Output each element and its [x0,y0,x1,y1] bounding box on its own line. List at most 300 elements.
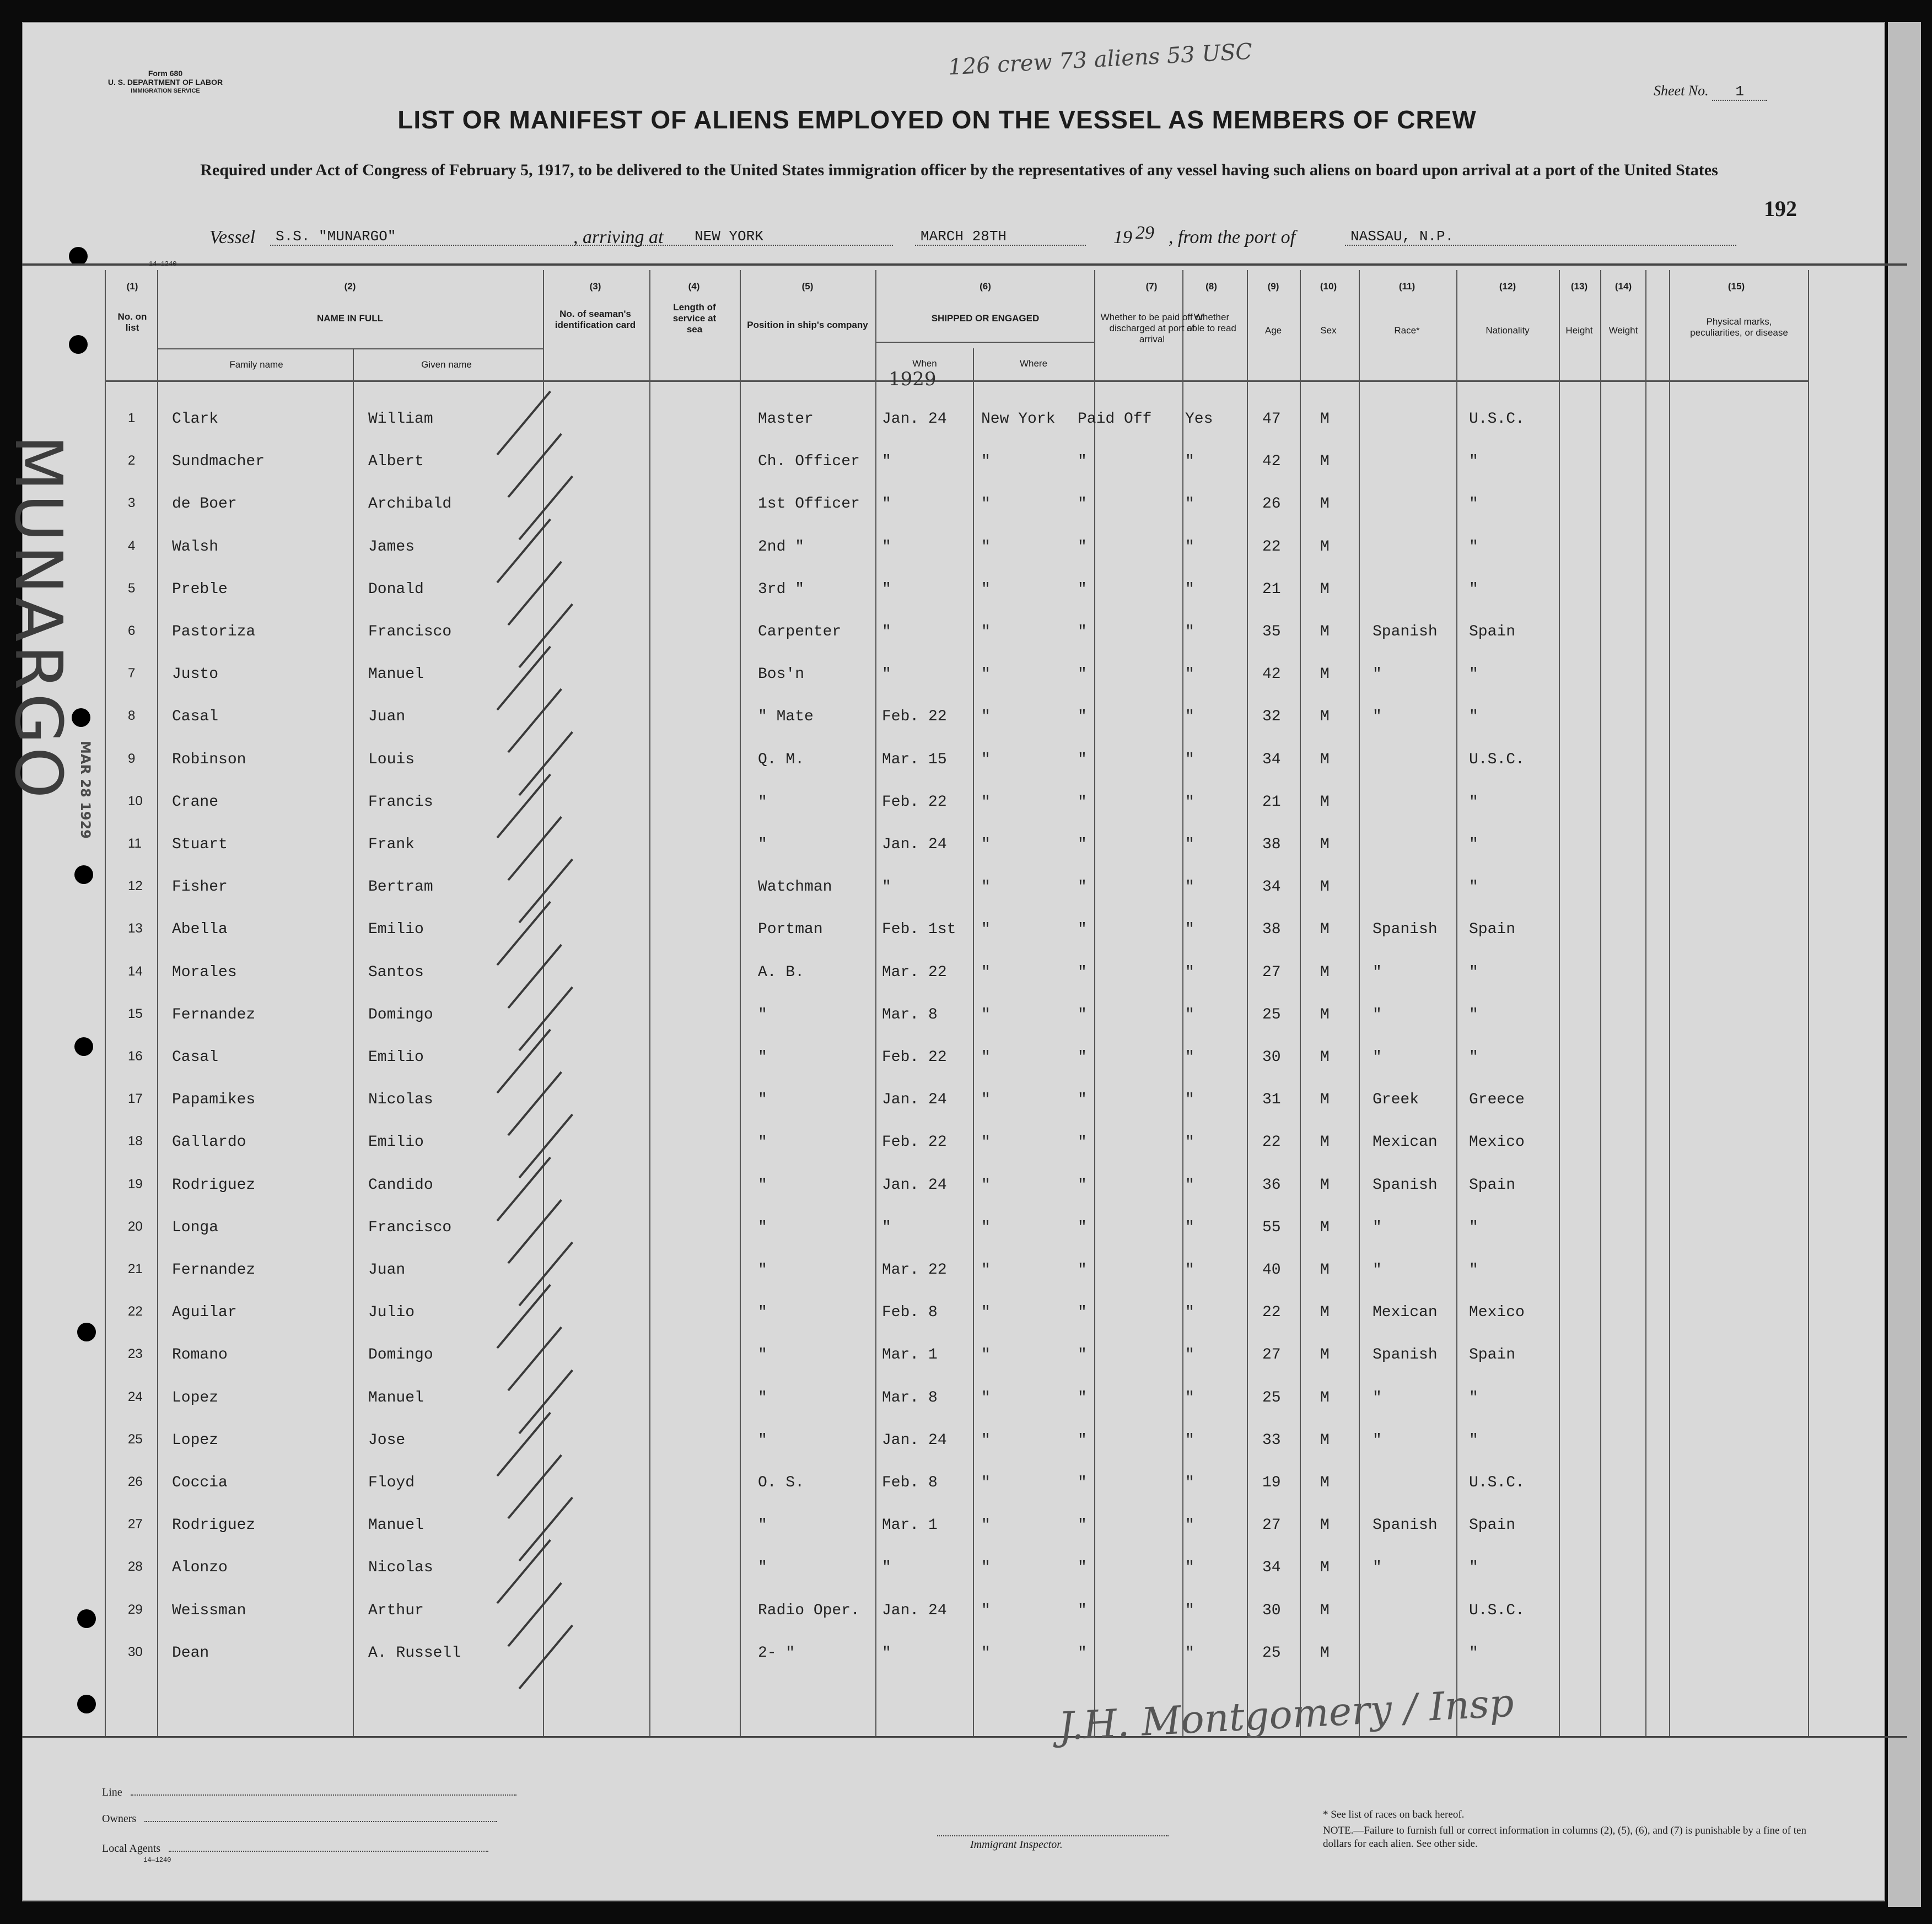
column-divider [1559,270,1560,1736]
shipped-where: " [981,1346,991,1364]
col-7-number: (7) [1145,281,1158,292]
sex: M [1320,1644,1330,1662]
sex: M [1320,666,1330,683]
able-to-read: " [1185,1134,1194,1151]
paid-off: " [1078,1389,1087,1406]
race: Greek [1373,1091,1419,1109]
able-to-read: " [1185,1602,1194,1619]
able-to-read: " [1185,1304,1194,1322]
paid-off: " [1078,1559,1087,1577]
col-6a-header: When [912,358,937,369]
col-12-number: (12) [1499,281,1516,292]
paid-off: " [1078,1517,1087,1534]
given-name: Frank [368,836,415,853]
position: Master [758,411,814,428]
sex: M [1320,411,1330,428]
paid-off: " [1078,1006,1087,1023]
able-to-read: " [1185,666,1194,683]
given-name: Julio [368,1304,415,1322]
nationality: " [1469,495,1478,513]
col-4-number: (4) [688,281,700,292]
nationality: " [1469,963,1478,981]
nationality: " [1469,708,1478,726]
position: " [758,1389,767,1406]
from-label: , from the port of [1169,227,1296,247]
race: Mexican [1373,1304,1438,1322]
col-1-header: No. on list [117,311,147,333]
sex: M [1320,1517,1330,1534]
col-13-number: (13) [1570,281,1588,292]
position: " [758,1431,767,1449]
family-name: Rodriguez [172,1517,256,1534]
race: " [1373,708,1382,726]
sheet-number [1654,83,1767,101]
form-number: Form 680 [148,69,183,78]
punch-hole [77,1695,96,1713]
row-number: 9 [128,751,136,766]
col-4-header: Length of service at sea [672,302,717,335]
column-divider [973,348,974,1736]
shipped-when: " [882,580,891,598]
able-to-read: " [1185,1644,1194,1662]
able-to-read: " [1185,1389,1194,1406]
paid-off: " [1078,1346,1087,1364]
row-number: 10 [128,793,143,809]
sex: M [1320,1049,1330,1066]
shipped-where: " [981,1049,991,1066]
age: 19 [1262,1474,1281,1491]
family-name: Abella [172,921,228,939]
family-name: Alonzo [172,1559,228,1577]
nationality: Spain [1469,1346,1516,1364]
row-number: 30 [128,1644,143,1659]
sex: M [1320,1474,1330,1491]
race: " [1373,666,1382,683]
column-divider [353,348,354,1736]
col-6-header: SHIPPED OR ENGAGED [931,313,1040,324]
row-number: 27 [128,1517,143,1532]
col-2-header: NAME IN FULL [317,313,383,324]
paid-off: " [1078,1049,1087,1066]
race: " [1373,1262,1382,1279]
row-number: 17 [128,1091,143,1107]
shipped-when: Mar. 1 [882,1346,938,1364]
nationality: Spain [1469,1176,1516,1194]
col-11-header: Race* [1394,325,1420,336]
position: Q. M. [758,751,805,768]
column-divider [1247,270,1248,1736]
age: 27 [1262,1346,1281,1364]
page-title: LIST OR MANIFEST OF ALIENS EMPLOYED ON THE VESSEL AS MEMBERS OF CREW [397,105,1477,134]
sex: M [1320,1304,1330,1322]
position: " [758,1091,767,1109]
manifest-sheet [22,22,1885,1901]
family-name: Crane [172,793,219,811]
family-name: de Boer [172,495,237,513]
sex: M [1320,453,1330,471]
form-code: 14—1240 [149,260,177,268]
family-name: Aguilar [172,1304,237,1322]
family-name: Sundmacher [172,453,265,471]
age: 30 [1262,1602,1281,1619]
family-name: Casal [172,1049,219,1066]
service: IMMIGRATION SERVICE [131,88,200,94]
col-11-number: (11) [1398,281,1416,292]
race: " [1373,1389,1382,1406]
inspector-caption: Immigrant Inspector. [970,1839,1063,1851]
page-edge [1888,22,1921,1907]
given-name: Bertram [368,879,433,896]
family-name: Clark [172,411,219,428]
nationality: " [1469,1644,1478,1662]
nationality: Spain [1469,921,1516,939]
col-9-number: (9) [1267,281,1279,292]
age: 38 [1262,921,1281,939]
paid-off: " [1078,453,1087,471]
position: " [758,1006,767,1023]
shipped-when: " [882,879,891,896]
column-divider [1300,270,1301,1736]
table-top-border [22,263,1907,266]
able-to-read: " [1185,879,1194,896]
shipped-when: Feb. 8 [882,1474,938,1491]
nationality: U.S.C. [1469,411,1525,428]
given-name: Domingo [368,1346,433,1364]
given-name: Floyd [368,1474,415,1491]
age: 22 [1262,1304,1281,1322]
given-name: Donald [368,580,424,598]
shipped-when: Jan. 24 [882,1091,947,1109]
col-15-header: Physical marks, peculiarities, or disease [1690,316,1788,338]
shipped-where: New York [981,411,1056,428]
paid-off: Paid Off [1078,411,1152,428]
age: 27 [1262,963,1281,981]
punch-hole [74,1037,93,1056]
shipped-where: " [981,879,991,896]
footer-fields [102,1776,516,1865]
year-prefix: 19 [1113,227,1132,247]
shipped-where: " [981,836,991,853]
line-blank [131,1794,516,1796]
shipped-when: Mar. 8 [882,1006,938,1023]
date-received-stamp: MAR 28 1929 [78,741,93,839]
department: U. S. DEPARTMENT OF LABOR [107,78,223,87]
paid-off: " [1078,623,1087,640]
column-divider [1182,270,1183,1736]
age: 26 [1262,495,1281,513]
col-1-number: (1) [126,281,138,292]
nationality: " [1469,836,1478,853]
row-number: 24 [128,1389,143,1404]
given-name: William [368,411,433,428]
paid-off: " [1078,963,1087,981]
shipped-year: 1929 [889,368,937,390]
row-number: 13 [128,921,143,936]
sex: M [1320,1091,1330,1109]
col-10-header: Sex [1320,325,1337,336]
column-divider [649,270,650,1736]
vessel-name-stamp: MUNARGO [1,435,77,802]
shipped-when: Jan. 24 [882,836,947,853]
from-port: NASSAU, N.P. [1345,228,1736,246]
shipped-where: " [981,580,991,598]
family-name: Fernandez [172,1006,256,1023]
given-name: Nicolas [368,1091,433,1109]
shipped-where: " [981,1474,991,1491]
shipped-when: Mar. 8 [882,1389,938,1406]
row-number: 28 [128,1559,143,1575]
sex: M [1320,623,1330,640]
age: 42 [1262,453,1281,471]
family-name: Weissman [172,1602,246,1619]
shipped-where: " [981,963,991,981]
col-7-header: Whether to be paid off or discharged at port of arrival [1100,312,1204,344]
sex: M [1320,836,1330,853]
sheet-label: Sheet No. [1654,83,1709,99]
col-14-number: (14) [1615,281,1632,292]
able-to-read: " [1185,1474,1194,1491]
position: " [758,1517,767,1534]
sex: M [1320,1602,1330,1619]
shipped-when: Feb. 22 [882,1134,947,1151]
position: " [758,1304,767,1322]
sex: M [1320,580,1330,598]
col-14-header: Weight [1608,325,1638,336]
nationality: " [1469,1262,1478,1279]
shipped-when: " [882,1559,891,1577]
age: 32 [1262,708,1281,726]
given-name: Juan [368,1262,406,1279]
row-number: 19 [128,1176,143,1192]
able-to-read: " [1185,921,1194,939]
shipped-when: " [882,623,891,640]
nationality: " [1469,1219,1478,1236]
position: " [758,1049,767,1066]
able-to-read: " [1185,1091,1194,1109]
family-name: Casal [172,708,219,726]
punch-hole [69,335,88,354]
shipped-where: " [981,1304,991,1322]
race: Mexican [1373,1134,1438,1151]
shipped-where: " [981,1644,991,1662]
race: " [1373,1431,1382,1449]
race: Spanish [1373,1517,1438,1534]
sex: M [1320,793,1330,811]
position: " Mate [758,708,814,726]
family-name: Lopez [172,1389,219,1406]
able-to-read: " [1185,1517,1194,1534]
age: 34 [1262,879,1281,896]
position: A. B. [758,963,805,981]
given-name: Arthur [368,1602,424,1619]
footer-form-code: 14—1240 [143,1856,171,1864]
age: 40 [1262,1262,1281,1279]
position: Ch. Officer [758,453,860,471]
shipped-where: " [981,793,991,811]
footnote-penalty: NOTE.—Failure to furnish full or correct information in columns (2), (5), (6), and (7) is punishable by a fine of ten dollars for each alien. See other side. [1323,1825,1806,1850]
given-name: Santos [368,963,424,981]
age: 33 [1262,1431,1281,1449]
position: Carpenter [758,623,842,640]
able-to-read: " [1185,793,1194,811]
nationality: Greece [1469,1091,1525,1109]
table-bottom-border [22,1736,1907,1738]
row-number: 26 [128,1474,143,1489]
shipped-where: " [981,495,991,513]
race: " [1373,1006,1382,1023]
shipped-where: " [981,1389,991,1406]
column-divider [875,270,876,1736]
race: Spanish [1373,1176,1438,1194]
shipped-when: " [882,1219,891,1236]
sex: M [1320,495,1330,513]
footnote-races: * See list of races on back hereof. [1323,1809,1465,1820]
sex: M [1320,963,1330,981]
col-6-number: (6) [980,281,991,292]
family-name: Lopez [172,1431,219,1449]
family-name: Dean [172,1644,209,1662]
sex: M [1320,751,1330,768]
nationality: U.S.C. [1469,1602,1525,1619]
sex: M [1320,879,1330,896]
row-number: 20 [128,1219,143,1234]
family-name: Robinson [172,751,246,768]
shipped-subdivider [875,342,1094,343]
position: Bos'n [758,666,805,683]
shipped-where: " [981,1134,991,1151]
given-name: Jose [368,1431,406,1449]
shipped-where: " [981,1006,991,1023]
able-to-read: " [1185,708,1194,726]
form-info [99,69,232,95]
family-name: Fernandez [172,1262,256,1279]
shipped-where: " [981,1262,991,1279]
shipped-when: Jan. 24 [882,1431,947,1449]
able-to-read: " [1185,751,1194,768]
nationality: " [1469,666,1478,683]
sex: M [1320,1134,1330,1151]
paid-off: " [1078,1644,1087,1662]
nationality: Spain [1469,1517,1516,1534]
shipped-when: " [882,453,891,471]
row-number: 18 [128,1134,143,1149]
column-divider [740,270,741,1736]
column-divider [1808,270,1809,1736]
family-name: Coccia [172,1474,228,1491]
shipped-when: Jan. 24 [882,1176,947,1194]
shipped-where: " [981,1219,991,1236]
column-divider [1669,270,1670,1736]
able-to-read: " [1185,1006,1194,1023]
col-2a-header: Family name [229,359,283,370]
age: 42 [1262,666,1281,683]
column-divider [105,270,106,1736]
shipped-where: " [981,1517,991,1534]
able-to-read: " [1185,1049,1194,1066]
given-name: Emilio [368,1134,424,1151]
row-number: 3 [128,495,136,511]
nationality: " [1469,453,1478,471]
row-number: 23 [128,1346,143,1362]
able-to-read: " [1185,963,1194,981]
page-subtitle: Required under Act of Congress of February 5, 1917, to be delivered to the United States immigration officer by the representatives of any vessel having such aliens on board upon arrival at a port of the United States [200,161,1718,179]
col-3-number: (3) [589,281,601,292]
col-8-header: Whether able to read [1187,312,1236,333]
shipped-where: " [981,623,991,640]
given-name: Louis [368,751,415,768]
header-bottom-border [105,380,1808,382]
nationality: U.S.C. [1469,1474,1525,1491]
arriving-label: , arriving at [573,227,664,247]
shipped-when: Feb. 8 [882,1304,938,1322]
family-name: Romano [172,1346,228,1364]
given-name: Domingo [368,1006,433,1023]
position: 2nd " [758,538,805,556]
sex: M [1320,1431,1330,1449]
paid-off: " [1078,666,1087,683]
position: " [758,1346,767,1364]
paid-off: " [1078,708,1087,726]
column-divider [1645,270,1646,1736]
shipped-where: " [981,1091,991,1109]
position: " [758,1559,767,1577]
row-number: 4 [128,538,136,553]
given-name: Manuel [368,1389,424,1406]
handwritten-count-note: 126 crew 73 aliens 53 USC [948,39,1253,80]
age: 30 [1262,1049,1281,1066]
shipped-where: " [981,1602,991,1619]
able-to-read: " [1185,538,1194,556]
name-subdivider [157,348,543,349]
paid-off: " [1078,1262,1087,1279]
column-divider [1600,270,1601,1736]
able-to-read: " [1185,580,1194,598]
age: 25 [1262,1389,1281,1406]
col-5-header: Position in ship's company [747,320,868,330]
paid-off: " [1078,1304,1087,1322]
shipped-when: " [882,1644,891,1662]
paid-off: " [1078,1176,1087,1194]
shipped-where: " [981,1559,991,1577]
sheet-value: 1 [1712,83,1767,101]
shipped-when: Mar. 22 [882,1262,947,1279]
race: " [1373,963,1382,981]
row-number: 22 [128,1304,143,1319]
nationality: " [1469,1431,1478,1449]
owners-field [102,1802,516,1835]
vessel-label: Vessel [209,227,256,247]
row-number: 1 [128,411,136,425]
given-name: Emilio [368,921,424,939]
nationality: Spain [1469,623,1516,640]
age: 22 [1262,538,1281,556]
position: " [758,793,767,811]
col-2b-header: Given name [421,359,472,370]
row-number: 7 [128,666,136,681]
age: 47 [1262,411,1281,428]
sex: M [1320,1559,1330,1577]
shipped-when: " [882,538,891,556]
nationality: " [1469,1559,1478,1577]
paid-off: " [1078,879,1087,896]
paid-off: " [1078,1474,1087,1491]
column-divider [1456,270,1457,1736]
position: Radio Oper. [758,1602,860,1619]
position: Watchman [758,879,832,896]
family-name: Papamikes [172,1091,256,1109]
paid-off: " [1078,1091,1087,1109]
row-number: 15 [128,1006,143,1021]
